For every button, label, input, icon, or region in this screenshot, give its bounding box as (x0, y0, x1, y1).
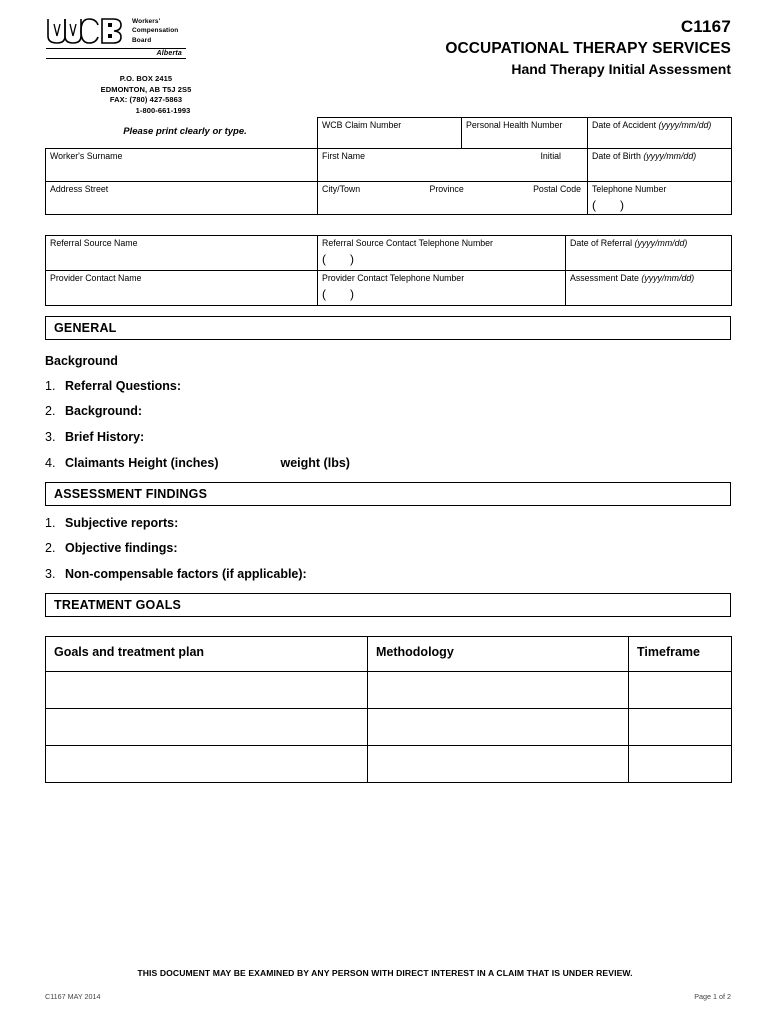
general-item-2 (45, 405, 731, 419)
section-banner-general: GENERAL (45, 316, 731, 340)
table-row (46, 149, 732, 182)
mailing-address-block (46, 74, 246, 117)
cell-timeframe[interactable] (629, 746, 732, 783)
assessment-item-3 (45, 568, 731, 582)
assessment-item-2 (45, 542, 731, 556)
print-note-spacer-cell (46, 118, 318, 149)
document-title-block (445, 18, 731, 77)
label-initial: Initial (540, 151, 561, 161)
label-referral-source-phone: Referral Source Contact Telephone Number (322, 238, 493, 248)
label-address-street: Address Street (50, 184, 109, 194)
label-date-of-referral: Date of Referral (570, 238, 633, 248)
paren-close: ) (350, 251, 354, 266)
item-label: Background: (65, 404, 143, 418)
item-number: 1. (45, 516, 56, 530)
item-label: Subjective reports: (65, 516, 179, 530)
table-row (46, 236, 732, 271)
field-workers-surname[interactable] (46, 149, 318, 182)
table-header-row (46, 637, 732, 672)
cell-methodology[interactable] (368, 672, 629, 709)
item-label-height: Claimants Height (inches) (65, 456, 219, 470)
logo-line-workers: Workers' (132, 18, 161, 25)
table-row (46, 182, 732, 215)
cell-methodology[interactable] (368, 709, 629, 746)
item-label: Objective findings: (65, 541, 178, 555)
label-telephone-number: Telephone Number (592, 184, 667, 194)
cell-timeframe[interactable] (629, 672, 732, 709)
label-first-name: First Name (322, 151, 366, 161)
field-date-of-referral[interactable] (566, 236, 732, 271)
field-personal-health-number[interactable] (462, 118, 588, 149)
claimant-info-table (45, 117, 732, 215)
provider-phone-paren-group (322, 288, 565, 300)
field-referral-source-name[interactable] (46, 236, 318, 271)
treatment-goals-table (45, 636, 732, 783)
general-item-3 (45, 431, 731, 445)
referral-info-table (45, 235, 732, 306)
table-row (46, 746, 732, 783)
label-city-town: City/Town (322, 184, 361, 194)
label-personal-health-number: Personal Health Number (466, 120, 563, 130)
paren-open: ( (592, 197, 596, 212)
referral-phone-paren-group (322, 253, 565, 265)
format-assessment-date: (yyyy/mm/dd) (641, 273, 695, 283)
field-referral-source-phone[interactable] (318, 236, 566, 271)
column-header-methodology: Methodology (368, 637, 629, 672)
label-workers-surname: Worker's Surname (50, 151, 123, 161)
label-postal-code: Postal Code (533, 184, 581, 194)
column-header-goals: Goals and treatment plan (46, 637, 368, 672)
wcb-logo-block (46, 16, 186, 59)
label-province: Province (429, 184, 464, 194)
label-referral-source-name: Referral Source Name (50, 238, 138, 248)
general-item-4 (45, 457, 731, 471)
assessment-item-1 (45, 517, 731, 531)
item-number: 3. (45, 430, 56, 444)
field-address-street[interactable] (46, 182, 318, 215)
label-date-of-birth: Date of Birth (592, 151, 641, 161)
document-title: OCCUPATIONAL THERAPY SERVICES (445, 39, 731, 57)
wcb-logo-wordmark (132, 16, 178, 45)
table-row (46, 271, 732, 306)
paren-open: ( (322, 286, 326, 301)
general-item-1 (45, 380, 731, 394)
field-city-province-postal[interactable] (318, 182, 588, 215)
print-instruction: Please print clearly or type. (123, 126, 247, 137)
logo-line-compensation: Compensation (132, 27, 179, 35)
footer-revision: C1167 MAY 2014 (45, 992, 101, 1001)
table-row (46, 118, 732, 149)
address-fax: FAX: (780) 427-5863 (109, 95, 183, 105)
document-code: C1167 (680, 17, 731, 36)
cell-methodology[interactable] (368, 746, 629, 783)
table-row (46, 672, 732, 709)
field-wcb-claim-number[interactable] (318, 118, 462, 149)
wcb-logo-icon (46, 16, 124, 46)
field-telephone-number[interactable] (588, 182, 732, 215)
page-header (0, 0, 770, 115)
paren-close: ) (350, 286, 354, 301)
item-label: Referral Questions: (65, 379, 182, 393)
paren-close: ) (620, 197, 624, 212)
format-date-of-accident: (yyyy/mm/dd) (658, 120, 712, 130)
logo-divider-bottom (46, 58, 186, 59)
format-date-of-referral: (yyyy/mm/dd) (634, 238, 688, 248)
telephone-paren-group (592, 199, 731, 211)
cell-goals[interactable] (46, 672, 368, 709)
label-wcb-claim-number: WCB Claim Number (322, 120, 402, 130)
footer-page-number: Page 1 of 2 (694, 992, 731, 1001)
field-first-name[interactable] (318, 149, 588, 182)
address-po-box: P.O. BOX 2415 (119, 74, 173, 83)
item-number: 2. (45, 404, 56, 418)
item-label: Brief History: (65, 430, 145, 444)
item-number: 2. (45, 541, 56, 555)
section-banner-treatment-goals: TREATMENT GOALS (45, 593, 731, 617)
item-number: 3. (45, 567, 56, 581)
item-number: 4. (45, 456, 56, 470)
logo-line-board: Board (132, 36, 152, 44)
logo-province-label: Alberta (156, 50, 182, 57)
cell-goals[interactable] (46, 709, 368, 746)
item-number: 1. (45, 379, 56, 393)
item-label-weight: weight (lbs) (280, 456, 350, 470)
item-label: Non-compensable factors (if applicable): (65, 567, 307, 581)
field-assessment-date[interactable] (566, 271, 732, 306)
label-provider-contact-name: Provider Contact Name (50, 273, 142, 283)
cell-goals[interactable] (46, 746, 368, 783)
label-assessment-date: Assessment Date (570, 273, 639, 283)
format-date-of-birth: (yyyy/mm/dd) (643, 151, 697, 161)
label-date-of-accident: Date of Accident (592, 120, 657, 130)
column-header-timeframe: Timeframe (629, 637, 732, 672)
paren-open: ( (322, 251, 326, 266)
field-date-of-birth[interactable] (588, 149, 732, 182)
address-toll-free: 1-800-661-1993 (135, 105, 191, 115)
field-provider-contact-phone[interactable] (318, 271, 566, 306)
field-provider-contact-name[interactable] (46, 271, 318, 306)
label-background: Background (45, 354, 118, 368)
section-banner-assessment-findings: ASSESSMENT FINDINGS (45, 482, 731, 506)
document-subtitle: Hand Therapy Initial Assessment (511, 60, 731, 77)
footer-disclosure-notice: THIS DOCUMENT MAY BE EXAMINED BY ANY PERSON WITH DIRECT INTEREST IN A CLAIM THAT IS UNDER REVIEW. (137, 968, 633, 978)
label-provider-contact-phone: Provider Contact Telephone Number (322, 273, 465, 283)
address-city-line: EDMONTON, AB T5J 2S5 (100, 84, 192, 94)
table-row (46, 709, 732, 746)
cell-timeframe[interactable] (629, 709, 732, 746)
field-date-of-accident[interactable] (588, 118, 732, 149)
